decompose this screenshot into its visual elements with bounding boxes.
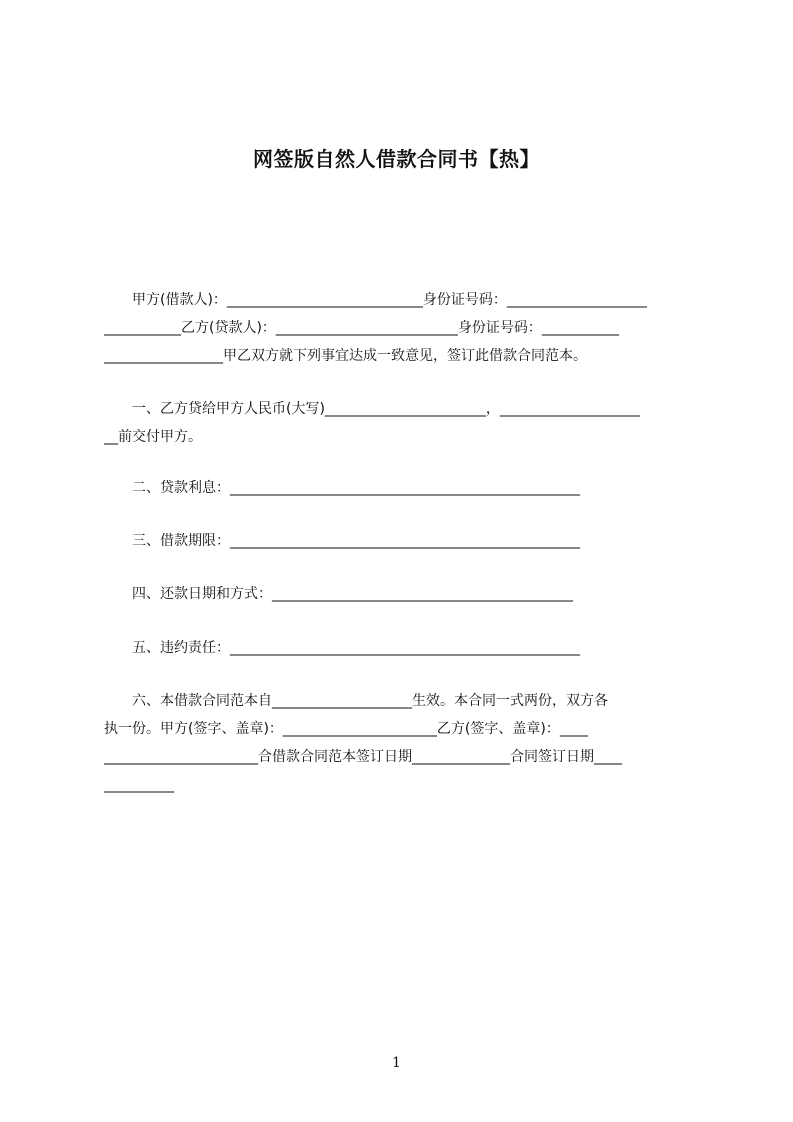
- text-line: __前交付甲方。: [104, 429, 202, 445]
- clause-1-paragraph: [104, 395, 701, 451]
- page-number: 1: [392, 1055, 401, 1071]
- clause-6-paragraph: [104, 687, 701, 799]
- document-title: 网签版自然人借款合同书【热】: [253, 147, 540, 171]
- text-line: 甲方(借款人)：____________________________身份证号码：____________________: [104, 292, 647, 308]
- text-line: 五、违约责任：__________________________________________________: [104, 640, 580, 656]
- text-line: 执一份。甲方(签字、盖章)：______________________乙方(签字、盖章)：____: [104, 721, 588, 737]
- text-line: 二、贷款利息：__________________________________________________: [104, 480, 580, 496]
- clause-3-paragraph: [104, 527, 701, 555]
- parties-paragraph: [104, 286, 701, 370]
- text-line: 四、还款日期和方式：___________________________________________: [104, 586, 573, 602]
- text-line: 六、本借款合同范本自____________________生效。本合同一式两份，双方各: [104, 693, 608, 709]
- text-line: 一、乙方贷给甲方人民币(大写)_______________________，____________________: [104, 401, 640, 417]
- text-line: ______________________合借款合同范本签订日期______________合同签订日期____: [104, 749, 622, 765]
- text-line: ___________乙方(贷款人)：__________________________身份证号码：___________: [104, 320, 619, 336]
- text-line: 三、借款期限：__________________________________________________: [104, 533, 580, 549]
- clause-5-paragraph: [104, 634, 701, 662]
- text-line: _________________甲乙双方就下列事宜达成一致意见，签订此借款合同范本。: [104, 348, 587, 364]
- text-line: __________: [104, 777, 174, 793]
- clause-2-paragraph: [104, 474, 701, 502]
- clause-4-paragraph: [104, 580, 701, 608]
